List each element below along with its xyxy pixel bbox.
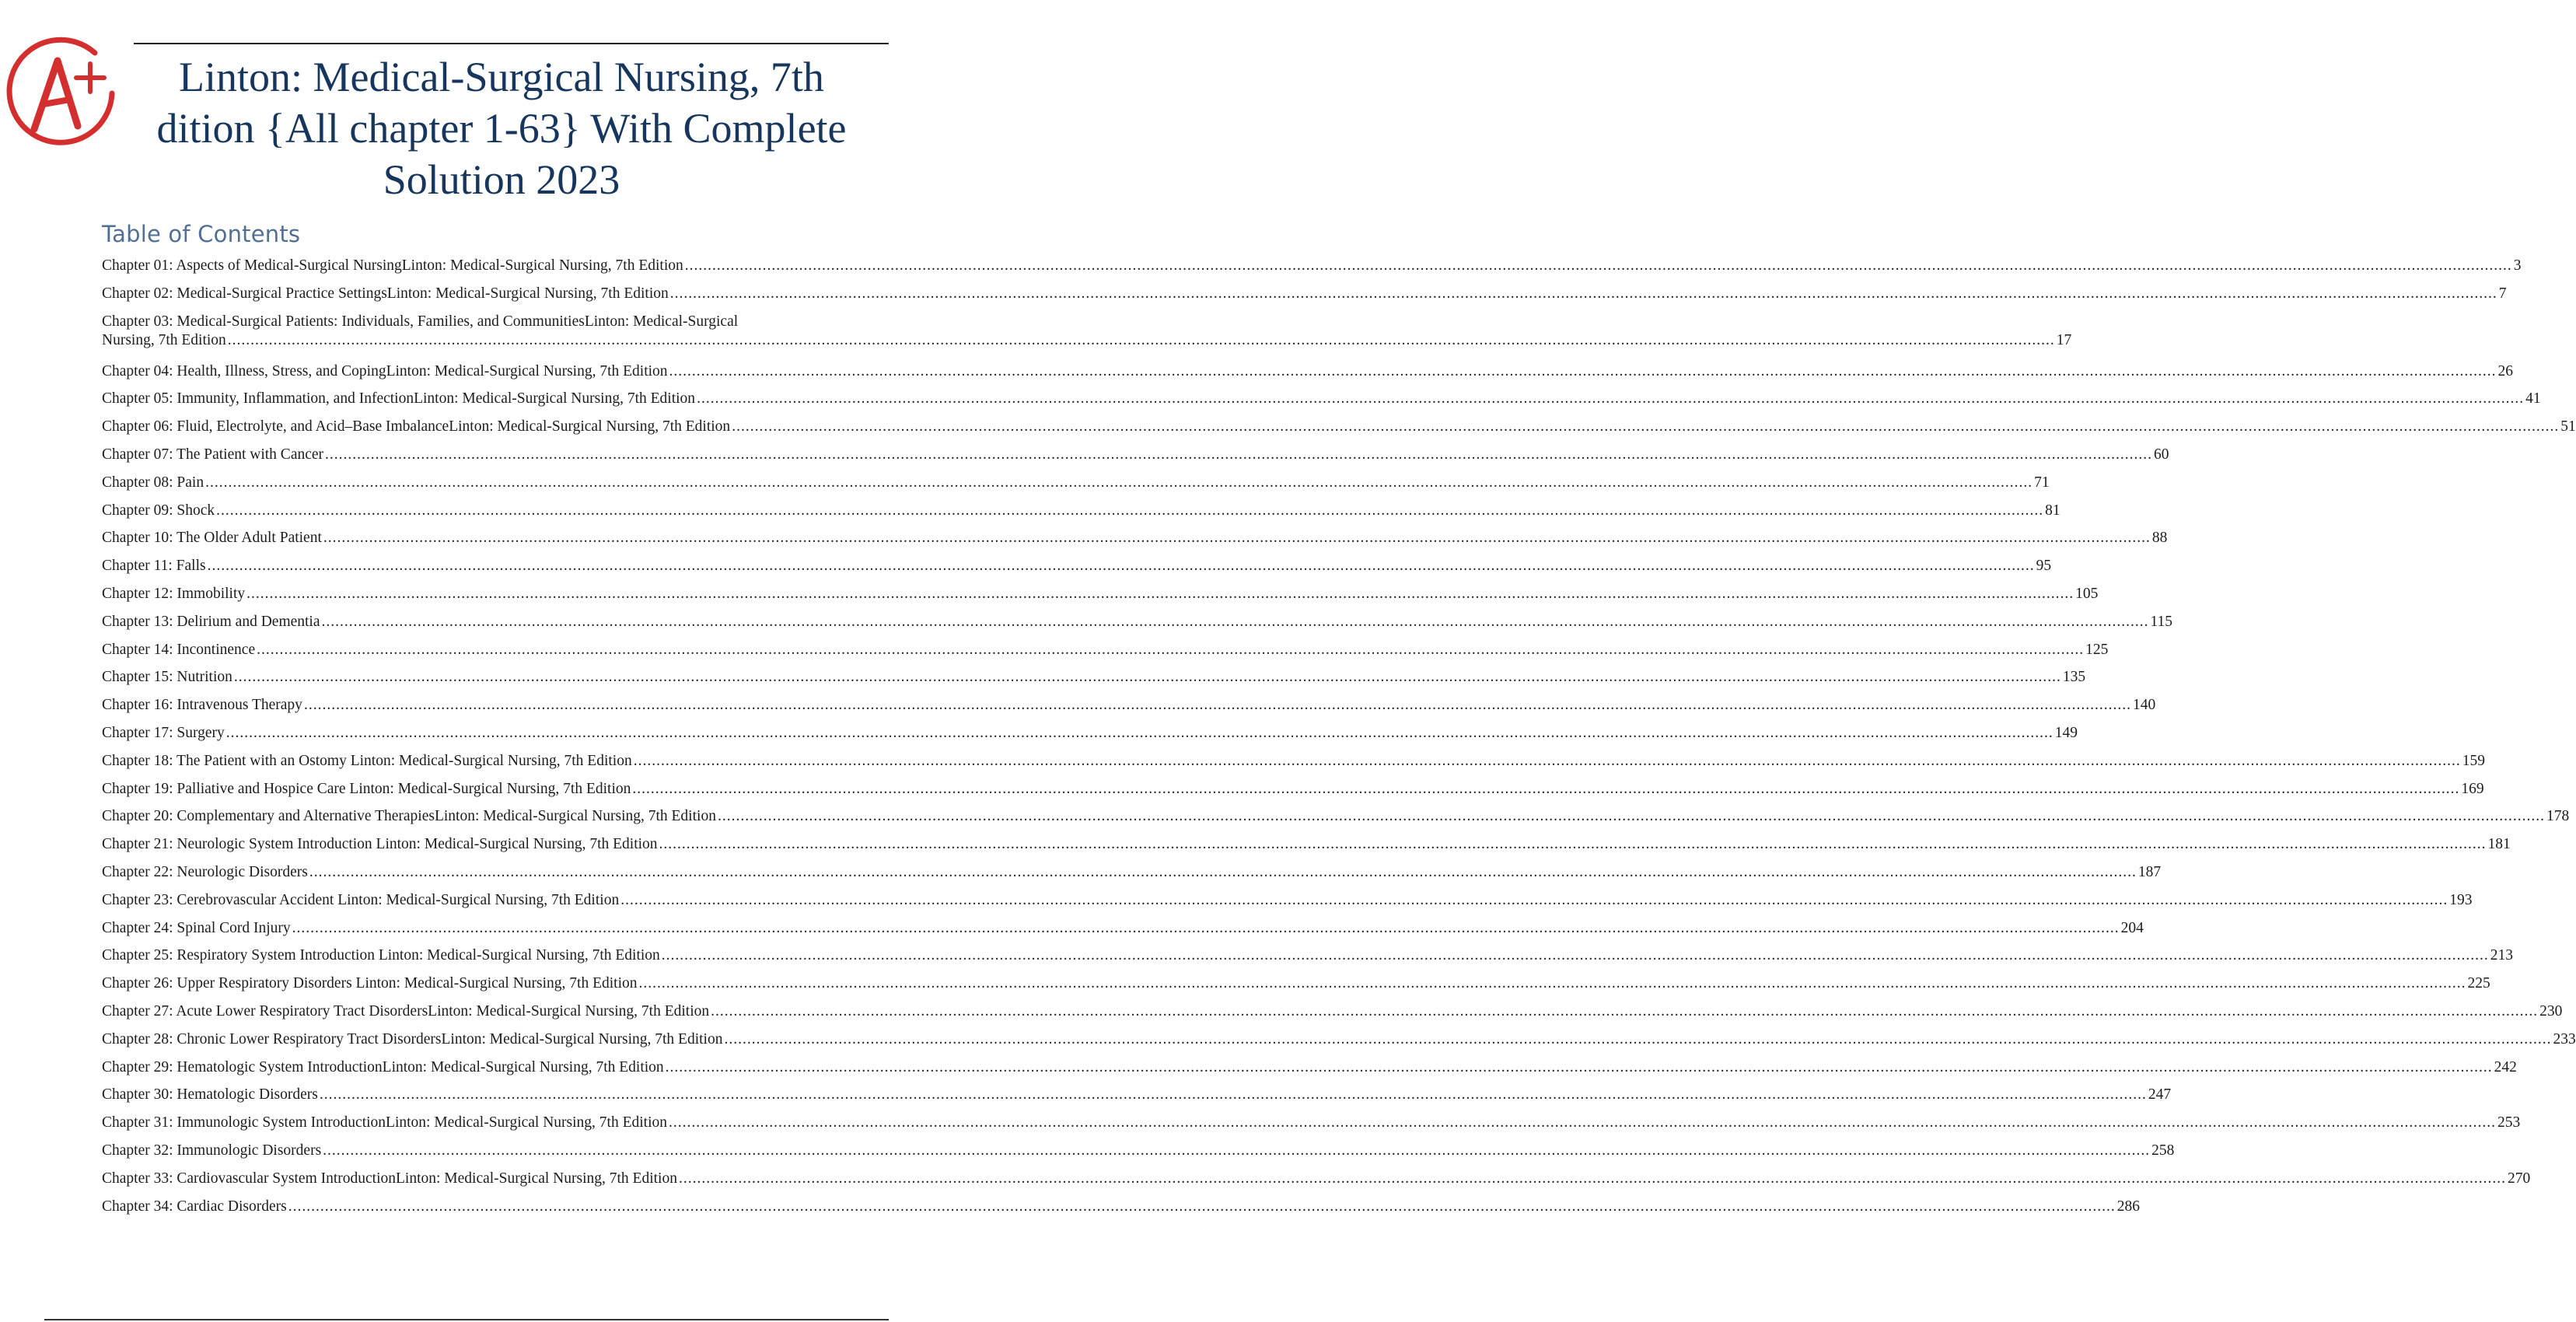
toc-entry-page: 286	[2116, 1198, 2140, 1215]
toc-entry[interactable]	[102, 502, 2060, 520]
dot-leader: ................................................................................................................................................................................................................................................................................................................................................................................................................	[665, 1058, 2493, 1075]
toc-entry-page: 135	[2062, 669, 2086, 686]
dot-leader: ................................................................................................................................................................................................................................................................................................................................................................................................................	[292, 919, 2120, 936]
toc-entry[interactable]	[102, 724, 2078, 743]
dot-leader: ................................................................................................................................................................................................................................................................................................................................................................................................................	[633, 752, 2461, 769]
toc-entry[interactable]	[102, 529, 2168, 547]
toc-entry-page: 193	[2449, 891, 2473, 908]
toc-entry-title: Chapter 01: Aspects of Medical-Surgical NursingLinton: Medical-Surgical Nursing, 7th Edition	[102, 257, 683, 274]
toc-entry-title: Chapter 18: The Patient with an Ostomy Linton: Medical-Surgical Nursing, 7th Edition	[102, 752, 632, 769]
toc-entry-title: Chapter 23: Cerebrovascular Accident Linton: Medical-Surgical Nursing, 7th Edition	[102, 891, 620, 908]
toc-entry-title: Chapter 22: Neurologic Disorders	[102, 864, 308, 880]
dot-leader: ................................................................................................................................................................................................................................................................................................................................................................................................................	[323, 1142, 2151, 1159]
dot-leader: ................................................................................................................................................................................................................................................................................................................................................................................................................	[309, 864, 2137, 880]
toc-entry-page: 17	[2056, 331, 2072, 348]
toc-entry-page: 233	[2553, 1030, 2576, 1047]
toc-entry[interactable]	[102, 668, 2086, 687]
toc-entry-title: Chapter 25: Respiratory System Introduction Linton: Medical-Surgical Nursing, 7th Edition	[102, 947, 660, 964]
header-rule	[134, 43, 889, 44]
toc-entry-page: 149	[2054, 725, 2078, 741]
toc-entry-title: Chapter 04: Health, Illness, Stress, and CopingLinton: Medical-Surgical Nursing, 7th Edition	[102, 362, 668, 379]
toc-entry-title: Chapter 09: Shock	[102, 502, 215, 519]
toc-entry-title: Chapter 12: Immobility	[102, 586, 246, 602]
title-line-1: Linton: Medical-Surgical Nursing, 7th	[179, 54, 824, 100]
toc-entry-page: 225	[2467, 975, 2490, 992]
toc-entry-page: 115	[2150, 613, 2173, 630]
toc-entry[interactable]	[102, 807, 2570, 826]
toc-entry-title: Chapter 28: Chronic Lower Respiratory Tract DisordersLinton: Medical-Surgical Nursing, 7th Edition	[102, 1030, 723, 1047]
toc-entry[interactable]	[102, 1002, 2563, 1021]
dot-leader: ................................................................................................................................................................................................................................................................................................................................................................................................................	[227, 331, 2055, 348]
toc-entry-title: Chapter 17: Surgery	[102, 725, 225, 741]
toc-entry-page: 41	[2525, 390, 2541, 407]
toc-entry-title: Chapter 30: Hematologic Disorders	[102, 1086, 318, 1103]
toc-entry-title: Chapter 21: Neurologic System Introduction Linton: Medical-Surgical Nursing, 7th Edition	[102, 836, 658, 853]
dot-leader: ................................................................................................................................................................................................................................................................................................................................................................................................................	[216, 502, 2044, 519]
dot-leader: ................................................................................................................................................................................................................................................................................................................................................................................................................	[288, 1198, 2116, 1215]
toc-entry[interactable]	[102, 919, 2144, 938]
toc-entry-title: Chapter 19: Palliative and Hospice Care Linton: Medical-Surgical Nursing, 7th Edition	[102, 780, 631, 797]
toc-entry-title: Chapter 03: Medical-Surgical Patients: Individuals, Families, and CommunitiesLinton: Medical-Surgical	[102, 313, 739, 330]
toc-entry-page: 181	[2487, 836, 2511, 853]
toc-entry[interactable]	[102, 1114, 2521, 1132]
toc-entry-page: 213	[2490, 947, 2514, 964]
toc-entry[interactable]	[102, 696, 2156, 715]
document-title	[132, 51, 871, 205]
dot-leader: ................................................................................................................................................................................................................................................................................................................................................................................................................	[697, 390, 2525, 407]
toc-entry-page: 88	[2151, 530, 2168, 547]
dot-leader: ................................................................................................................................................................................................................................................................................................................................................................................................................	[205, 474, 2033, 491]
toc-entry[interactable]	[102, 946, 2514, 965]
toc-entry-page: 105	[2075, 586, 2099, 602]
toc-entry-title: Chapter 34: Cardiac Disorders	[102, 1198, 287, 1215]
toc-entry-page: 242	[2494, 1058, 2517, 1075]
toc-entry[interactable]	[102, 257, 2522, 275]
toc-entry[interactable]	[102, 418, 2576, 436]
toc-entry-title-continued: Nursing, 7th Edition	[102, 331, 226, 348]
toc-entry[interactable]	[102, 891, 2473, 910]
dot-leader: ................................................................................................................................................................................................................................................................................................................................................................................................................	[632, 780, 2460, 797]
dot-leader: ................................................................................................................................................................................................................................................................................................................................................................................................................	[678, 1170, 2506, 1187]
dot-leader: ................................................................................................................................................................................................................................................................................................................................................................................................................	[711, 1003, 2539, 1019]
title-line-3: Solution 2023	[383, 156, 620, 203]
dot-leader: ................................................................................................................................................................................................................................................................................................................................................................................................................	[620, 891, 2448, 908]
toc-entry[interactable]	[102, 613, 2173, 631]
toc-entry[interactable]	[102, 780, 2484, 799]
dot-leader: ................................................................................................................................................................................................................................................................................................................................................................................................................	[669, 1114, 2497, 1131]
dot-leader: ................................................................................................................................................................................................................................................................................................................................................................................................................	[225, 725, 2053, 741]
toc-entry[interactable]	[102, 863, 2162, 882]
toc-entry-page: 51	[2560, 418, 2576, 435]
toc-entry[interactable]	[102, 585, 2099, 603]
toc-entry-title: Chapter 33: Cardiovascular System IntroductionLinton: Medical-Surgical Nursing, 7th Edition	[102, 1170, 677, 1187]
footer-rule	[44, 1319, 889, 1320]
toc-entry[interactable]	[102, 362, 2514, 381]
dot-leader: ................................................................................................................................................................................................................................................................................................................................................................................................................	[669, 285, 2497, 302]
dot-leader: ................................................................................................................................................................................................................................................................................................................................................................................................................	[684, 257, 2512, 274]
title-line-2: dition {All chapter 1-63} With Complete	[156, 105, 847, 152]
dot-leader: ................................................................................................................................................................................................................................................................................................................................................................................................................	[257, 641, 2085, 658]
toc-entry-page: 187	[2137, 864, 2162, 880]
toc-entry-title: Chapter 07: The Patient with Cancer	[102, 446, 324, 463]
toc-entry-title: Chapter 31: Immunologic System IntroductionLinton: Medical-Surgical Nursing, 7th Edition	[102, 1114, 668, 1131]
dot-leader: ................................................................................................................................................................................................................................................................................................................................................................................................................	[661, 947, 2489, 964]
toc-entry[interactable]	[102, 557, 2052, 575]
toc-entry[interactable]	[102, 641, 2109, 659]
toc-entry[interactable]	[102, 313, 2072, 350]
toc-entry-page: 204	[2120, 919, 2144, 936]
toc-entry-page: 159	[2462, 752, 2485, 769]
toc-entry-title: Chapter 10: The Older Adult Patient	[102, 530, 322, 547]
toc-entry-title: Chapter 16: Intravenous Therapy	[102, 697, 302, 714]
dot-leader: ................................................................................................................................................................................................................................................................................................................................................................................................................	[233, 669, 2061, 686]
toc-entry[interactable]	[102, 474, 2050, 492]
toc-entry[interactable]	[102, 390, 2541, 408]
toc-entry-page: 230	[2539, 1003, 2563, 1019]
toc-entry-page: 270	[2507, 1170, 2531, 1187]
toc-entry[interactable]	[102, 1198, 2140, 1216]
dot-leader: ................................................................................................................................................................................................................................................................................................................................................................................................................	[717, 808, 2545, 825]
toc-entry-title: Chapter 05: Immunity, Inflammation, and InfectionLinton: Medical-Surgical Nursing, 7th Edition	[102, 390, 696, 407]
toc-entry-page: 71	[2034, 474, 2050, 491]
toc-entry-page: 247	[2148, 1086, 2172, 1103]
toc-entry-page: 125	[2085, 641, 2109, 658]
toc-entry-page: 253	[2497, 1114, 2521, 1131]
dot-leader: ................................................................................................................................................................................................................................................................................................................................................................................................................	[207, 558, 2035, 575]
toc-entry[interactable]	[102, 1086, 2172, 1104]
toc-entry-title: Chapter 29: Hematologic System IntroductionLinton: Medical-Surgical Nursing, 7th Edition	[102, 1058, 664, 1075]
toc-entry[interactable]	[102, 1142, 2175, 1160]
dot-leader: ................................................................................................................................................................................................................................................................................................................................................................................................................	[638, 975, 2466, 992]
dot-leader: ................................................................................................................................................................................................................................................................................................................................................................................................................	[669, 362, 2497, 379]
toc-entry-title: Chapter 02: Medical-Surgical Practice SettingsLinton: Medical-Surgical Nursing, 7th Edition	[102, 285, 669, 302]
toc-heading: Table of Contents	[102, 221, 301, 247]
toc-entry-page: 26	[2497, 362, 2514, 379]
dot-leader: ................................................................................................................................................................................................................................................................................................................................................................................................................	[724, 1030, 2552, 1047]
toc-entry-title: Chapter 13: Delirium and Dementia	[102, 613, 320, 630]
toc-entry-page: 3	[2513, 257, 2522, 274]
dot-leader: ................................................................................................................................................................................................................................................................................................................................................................................................................	[319, 1086, 2147, 1103]
toc-entry-page: 60	[2154, 446, 2169, 463]
toc-entry[interactable]	[102, 974, 2490, 993]
dot-leader: ................................................................................................................................................................................................................................................................................................................................................................................................................	[321, 613, 2149, 630]
toc-entry-title: Chapter 15: Nutrition	[102, 669, 232, 686]
dot-leader: ................................................................................................................................................................................................................................................................................................................................................................................................................	[303, 697, 2131, 714]
toc-entry-page: 81	[2045, 502, 2060, 519]
toc-entry-title: Chapter 14: Incontinence	[102, 641, 256, 658]
dot-leader: ................................................................................................................................................................................................................................................................................................................................................................................................................	[325, 446, 2153, 463]
toc-entry-title: Chapter 24: Spinal Cord Injury	[102, 919, 291, 936]
toc-entry[interactable]	[102, 285, 2507, 303]
toc-entry-title: Chapter 32: Immunologic Disorders	[102, 1142, 322, 1159]
toc-entry[interactable]	[102, 1058, 2517, 1077]
dot-leader: ................................................................................................................................................................................................................................................................................................................................................................................................................	[246, 586, 2074, 602]
toc-entry[interactable]	[102, 1170, 2531, 1188]
toc-entry-page: 178	[2546, 808, 2570, 825]
toc-entry[interactable]	[102, 1030, 2576, 1049]
toc-entry-title: Chapter 26: Upper Respiratory Disorders Linton: Medical-Surgical Nursing, 7th Edition	[102, 975, 638, 992]
toc-entry-page: 140	[2132, 697, 2156, 714]
toc-entry-page: 258	[2151, 1142, 2175, 1159]
dot-leader: ................................................................................................................................................................................................................................................................................................................................................................................................................	[659, 836, 2487, 853]
toc-entry-title: Chapter 27: Acute Lower Respiratory Tract DisordersLinton: Medical-Surgical Nursing, 7th Edition	[102, 1003, 710, 1019]
toc-entry[interactable]	[102, 835, 2511, 854]
toc-entry-page: 95	[2036, 558, 2052, 575]
dot-leader: ................................................................................................................................................................................................................................................................................................................................................................................................................	[732, 418, 2560, 435]
toc-entry-title: Chapter 11: Falls	[102, 558, 206, 575]
toc-entry-title: Chapter 08: Pain	[102, 474, 204, 491]
toc-entry-page: 7	[2498, 285, 2507, 302]
toc-entry[interactable]	[102, 752, 2485, 771]
toc-entry-title: Chapter 06: Fluid, Electrolyte, and Acid–Base ImbalanceLinton: Medical-Surgical Nursing, 7th Edition	[102, 418, 731, 435]
a-plus-grade-logo	[3, 30, 128, 154]
dot-leader: ................................................................................................................................................................................................................................................................................................................................................................................................................	[323, 530, 2151, 547]
toc-entry-page: 169	[2461, 780, 2484, 797]
toc-entry[interactable]	[102, 446, 2169, 464]
toc-entry-title: Chapter 20: Complementary and Alternative TherapiesLinton: Medical-Surgical Nursing, 7th Edition	[102, 808, 716, 825]
